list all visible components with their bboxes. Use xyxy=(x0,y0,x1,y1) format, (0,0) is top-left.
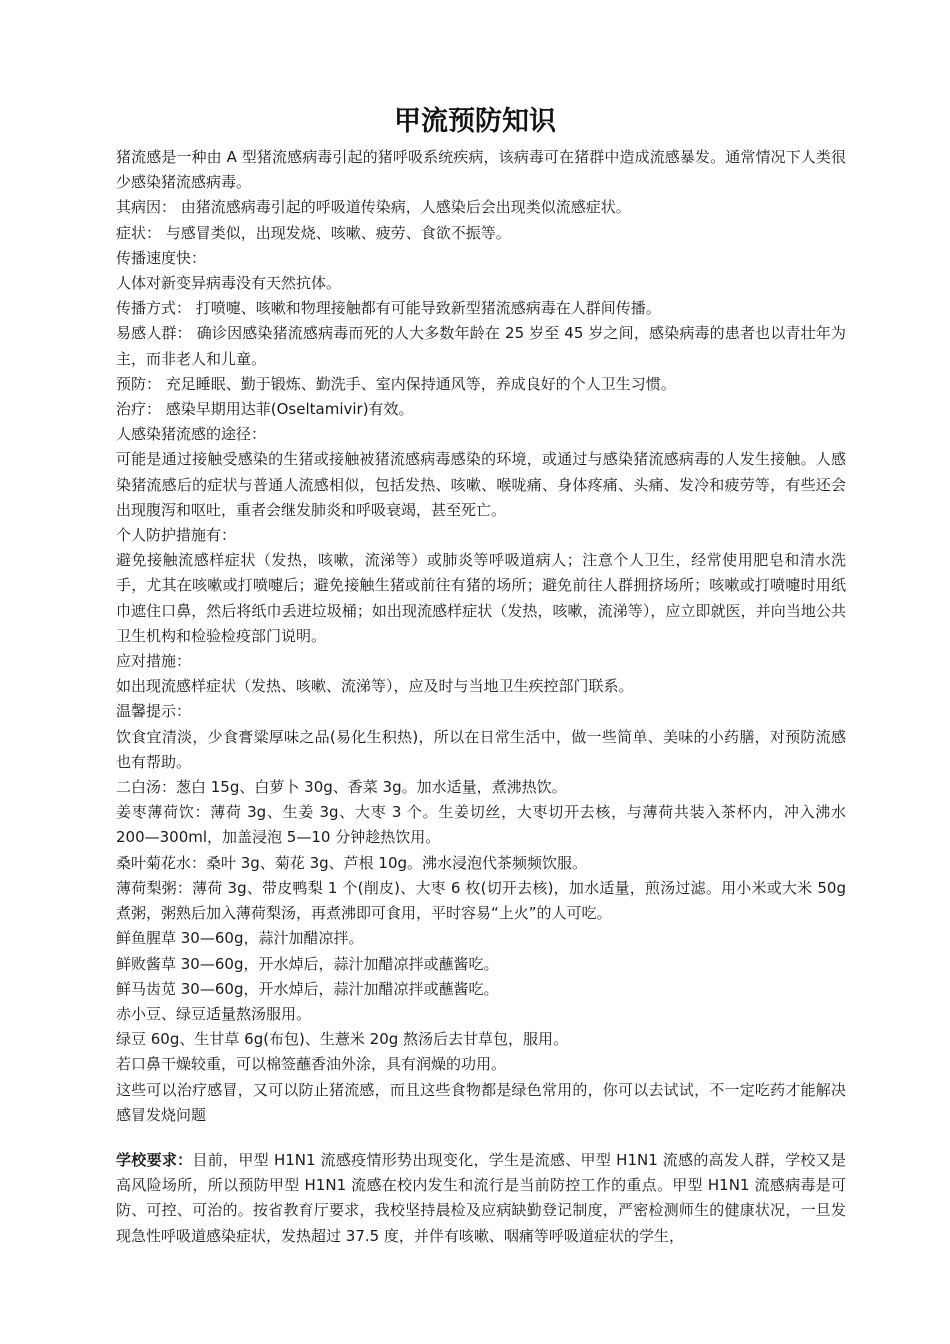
school-requirements-lead: 学校要求： xyxy=(116,1150,193,1169)
paragraph-prevention: 预防： 充足睡眠、勤于锻炼、勤洗手、室内保持通风等，养成良好的个人卫生习惯。 xyxy=(116,374,676,393)
paragraph-personal-protection: 避免接触流感样症状（发热，咳嗽，流涕等）或肺炎等呼吸道病人；注意个人卫生，经常使用肥皂和清水洗手，尤其在咳嗽或打喷嚏后；避免接触生猪或前往有猪的场所；避免前往人群拥挤场所；咳嗽或打喷嚏时用纸巾遮住口鼻，然后将纸巾丢进垃圾桶；如出现流感样症状（发热，咳嗽，流涕等），应立即就医，并向当地公共卫生机构和检验检疫部门说明。 xyxy=(116,551,846,645)
paragraph-response-heading: 应对措施： xyxy=(116,652,192,671)
paragraph-transmission: 传播方式： 打喷嚏、咳嗽和物理接触都有可能导致新型猪流感病毒在人群间传播。 xyxy=(116,299,661,318)
recipe-erbai-soup: 二白汤：葱白 15g、白萝卜 30g、香菜 3g。加水适量，煮沸热饮。 xyxy=(116,778,567,797)
paragraph-antibody: 人体对新变异病毒没有天然抗体。 xyxy=(116,274,342,293)
paragraph-symptoms: 症状： 与感冒类似，出现发烧、咳嗽、疲劳、食欲不振等。 xyxy=(116,223,511,242)
document-title: 甲流预防知识 xyxy=(394,106,556,137)
paragraph-diet: 饮食宜清淡，少食膏粱厚味之品(易化生积热)，所以在日常生活中，做一些简单、美味的小药膳，对预防流感也有帮助。 xyxy=(116,727,846,771)
paragraph-infection-route-heading: 人感染猪流感的途径： xyxy=(116,425,267,444)
paragraph-school-requirements xyxy=(116,1148,846,1249)
paragraph-response: 如出现流感样症状（发热、咳嗽、流涕等），应及时与当地卫生疾控部门联系。 xyxy=(116,677,634,696)
paragraph-spread-heading: 传播速度快： xyxy=(116,248,207,267)
paragraph-treatment: 治疗： 感染早期用达菲(Oseltamivir)有效。 xyxy=(116,400,414,419)
paragraph-susceptible: 易感人群： 确诊因感染猪流感病毒而死的人大多数年龄在 25 岁至 45 岁之间，感染病毒的患者也以青壮年为主，而非老人和儿童。 xyxy=(116,324,846,368)
paragraph-dry-nose: 若口鼻干燥较重，可以棉签蘸香油外涂，具有润燥的功用。 xyxy=(116,1055,507,1074)
paragraph-infection-route: 可能是通过接触受感染的生猪或接触被猪流感病毒感染的环境，或通过与感染猪流感病毒的人发生接触。人感染猪流感后的症状与普通人流感相似，包括发热、咳嗽、喉咙痛、身体疼痛、头痛、发冷和疲劳等，有些还会出现腹泻和呕吐，重者会继发肺炎和呼吸衰竭，甚至死亡。 xyxy=(116,450,846,519)
recipe-baijiang: 鲜败酱草 30—60g，开水焯后，蒜汁加醋凉拌或蘸酱吃。 xyxy=(116,954,499,973)
recipe-mungbean-licorice: 绿豆 60g、生甘草 6g(布包)、生薏米 20g 熬汤后去甘草包，服用。 xyxy=(116,1030,569,1049)
recipe-houttuynia: 鲜鱼腥草 30—60g，蒜汁加醋凉拌。 xyxy=(116,929,364,948)
recipe-bean-soup: 赤小豆、绿豆适量熬汤服用。 xyxy=(116,1004,312,1023)
recipe-purslane: 鲜马齿苋 30—60g，开水焯后，蒜汁加醋凉拌或蘸酱吃。 xyxy=(116,979,499,998)
document-body xyxy=(116,145,846,1249)
section-spacer xyxy=(116,1128,846,1148)
paragraph-personal-protection-heading: 个人防护措施有： xyxy=(116,526,237,545)
recipe-mulberry-chrysanthemum: 桑叶菊花水：桑叶 3g、菊花 3g、芦根 10g。沸水浸泡代茶频频饮服。 xyxy=(116,853,588,872)
paragraph-intro: 猪流感是一种由 A 型猪流感病毒引起的猪呼吸系统疾病，该病毒可在猪群中造成流感暴发。通常情况下人类很少感染猪流感病毒。 xyxy=(116,148,846,192)
recipe-mint-pear-porridge: 薄荷梨粥：薄荷 3g、带皮鸭梨 1 个(削皮)、大枣 6 枚(切开去核)，加水适量，煎汤过滤。用小米或大米 50g 煮粥，粥熟后加入薄荷梨汤，再煮沸即可食用，平时容易“上火”的人可吃。 xyxy=(116,878,846,923)
paragraph-tips-heading: 温馨提示： xyxy=(116,702,192,721)
paragraph-cause: 其病因： 由猪流感病毒引起的呼吸道传染病，人感染后会出现类似流感症状。 xyxy=(116,198,631,217)
paragraph-conclusion: 这些可以治疗感冒，又可以防止猪流感，而且这些食物都是绿色常用的，你可以去试试，不一定吃药才能解决感冒发烧问题 xyxy=(116,1080,846,1124)
school-requirements-text: 目前，甲型 H1N1 流感疫情形势出现变化，学生是流感、甲型 H1N1 流感的高发人群，学校又是高风险场所，所以预防甲型 H1N1 流感在校内发生和流行是当前防控工作的重点。甲型 H1N1 流感病毒是可防、可控、可治的。按省教育厅要求，我校坚持晨检及应病缺勤登记制度，严密检测师生的健康状况，一旦发现急性呼吸道感染症状，发热超过 37.5 度，并伴有咳嗽、咽痛等呼吸道症状的学生， xyxy=(116,1150,846,1245)
recipe-ginger-jujube-mint: 姜枣薄荷饮：薄荷 3g、生姜 3g、大枣 3 个。生姜切丝，大枣切开去核，与薄荷共装入茶杯内，冲入沸水 200—300ml，加盖浸泡 5—10 分钟趁热饮用。 xyxy=(116,803,846,847)
